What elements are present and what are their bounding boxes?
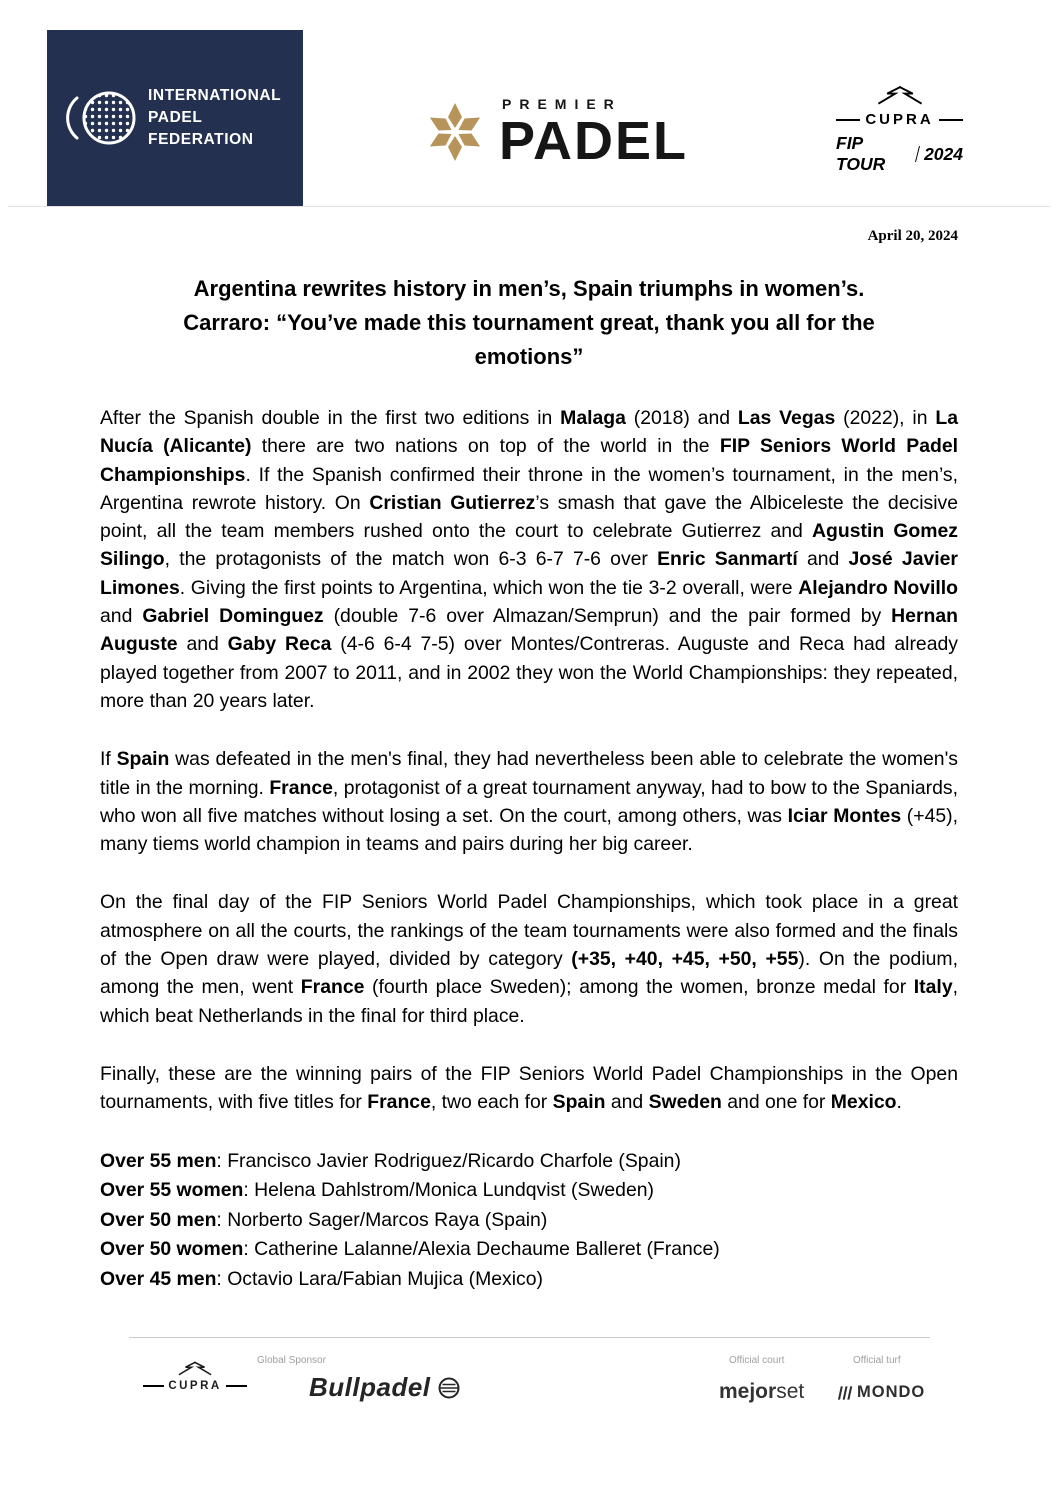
headline-line-3: emotions”: [474, 344, 584, 369]
document-body: [100, 228, 958, 1294]
mejorset-logo: [719, 1380, 804, 1404]
official-turf-label: Official turf: [853, 1355, 901, 1366]
cupra-footer-logo: [143, 1360, 247, 1392]
winner-line-over-55-women: Over 55 women: Helena Dahlstrom/Monica Lundqvist (Sweden): [100, 1179, 654, 1202]
cupra-word: CUPRA: [865, 111, 934, 128]
mejorset-wordmark-bold: mejor: [719, 1380, 777, 1403]
fip-tour-row: [836, 133, 963, 175]
fip-logo-line: INTERNATIONAL: [148, 87, 282, 104]
header-divider: [8, 206, 1050, 207]
fip-logo: [47, 30, 303, 206]
headline: [100, 272, 958, 374]
mondo-logo: [837, 1383, 925, 1402]
mondo-wordmark: MONDO: [857, 1383, 926, 1401]
official-court-label: Official court: [729, 1355, 785, 1366]
padel-word: PADEL: [499, 111, 689, 171]
winner-line-over-50-women: Over 50 women: Catherine Lalanne/Alexia Dechaume Balleret (France): [100, 1238, 720, 1261]
right-rule: [939, 119, 963, 121]
fip-logo-line: FEDERATION: [148, 131, 254, 148]
cupra-emblem-icon: [176, 1360, 214, 1378]
fip-tour-year: 2024: [924, 143, 963, 164]
padel-ball-icon: [437, 1376, 461, 1400]
left-rule: [143, 1385, 164, 1387]
premier-padel-asterisk-icon: [424, 101, 486, 163]
winner-line-over-50-men: Over 50 men: Norberto Sager/Marcos Raya (Spain): [100, 1208, 548, 1231]
mejorset-wordmark-light: set: [776, 1380, 805, 1403]
premier-word: PREMIER: [502, 96, 622, 112]
bullpadel-wordmark: Bullpadel: [309, 1372, 431, 1402]
padel-racket-icon: [61, 85, 139, 151]
winner-line-over-55-men: Over 55 men: Francisco Javier Rodriguez/Ricardo Charfole (Spain): [100, 1149, 681, 1172]
premier-padel-wordmark: [499, 96, 689, 171]
sponsor-footer: [129, 1337, 930, 1432]
global-sponsor-label: Global Sponsor: [257, 1355, 326, 1366]
bullpadel-logo: [309, 1372, 461, 1403]
paragraph-2: If Spain was defeated in the men's final, they had nevertheless been able to celebrate the women's title in the morning. France, protagonist of a great tournament anyway, had to bow to the Spaniards, who won all five matches without losing a set. On the court, among others, was Iciar Montes (+45), many tiems world champion in teams and pairs during her big career.: [100, 748, 959, 856]
winners-list: [100, 1147, 958, 1295]
paragraph-1: After the Spanish double in the first two editions in Malaga (2018) and Las Vegas (2022), in La Nucía (Alicante) there are two nations on top of the world in the FIP Seniors World Padel Championships. If the Spanish confirmed their throne in the women’s tournament, in the men’s, Argentina rewrote history. On Cristian Gutierrez’s smash that gave the Albiceleste the decisive point, all the team members rushed onto the court to celebrate Gutierrez and Agustin Gomez Silingo, the protagonists of the match won 6-3 6-7 7-6 over Enric Sanmartí and José Javier Limones. Giving the first points to Argentina, which won the tie 3-2 overall, were Alejandro Novillo and Gabriel Dominguez (double 7-6 over Almazan/Semprun) and the pair formed by Hernan Auguste and Gaby Reca (4-6 6-4 7-5) over Montes/Contreras. Auguste and Reca had already played together from 2007 to 2011, and in 2002 they won the World Championships: they repeated, more than 20 years later.: [100, 407, 959, 712]
fip-logo-text: [148, 85, 281, 151]
paragraph-3: On the final day of the FIP Seniors World Padel Championships, which took place in a great atmosphere on all the courts, the rankings of the team tournaments were also formed and the finals of the Open draw were played, divided by category (+35, +40, +45, +50, +55). On the podium, among the men, went France (fourth place Sweden); among the women, bronze medal for Italy, which beat Netherlands in the final for third place.: [100, 891, 958, 1027]
cupra-emblem-icon: [874, 84, 926, 108]
separator-bar: [915, 146, 920, 162]
mondo-stripes-icon: [837, 1386, 853, 1400]
left-rule: [836, 119, 860, 121]
cupra-footer-wordmark-row: [143, 1380, 247, 1392]
cupra-wordmark-row: [836, 111, 963, 128]
fip-logo-line: PADEL: [148, 109, 203, 126]
premier-padel-logo: [424, 96, 689, 171]
headline-line-1: Argentina rewrites history in men’s, Spain triumphs in women’s.: [193, 276, 865, 301]
paragraph-4: Finally, these are the winning pairs of the FIP Seniors World Padel Championships in the Open tournaments, with five titles for France, two each for Spain and Sweden and one for Mexico.: [100, 1062, 958, 1114]
cupra-word: CUPRA: [168, 1380, 222, 1392]
headline-line-2: Carraro: “You’ve made this tournament great, thank you all for the: [183, 310, 875, 335]
right-rule: [226, 1385, 247, 1387]
cupra-fip-tour-logo: [836, 84, 963, 175]
fip-tour-word: FIP TOUR: [836, 133, 886, 174]
document-date: April 20, 2024: [867, 228, 958, 244]
winner-line-over-45-men: Over 45 men: Octavio Lara/Fabian Mujica (Mexico): [100, 1267, 543, 1290]
